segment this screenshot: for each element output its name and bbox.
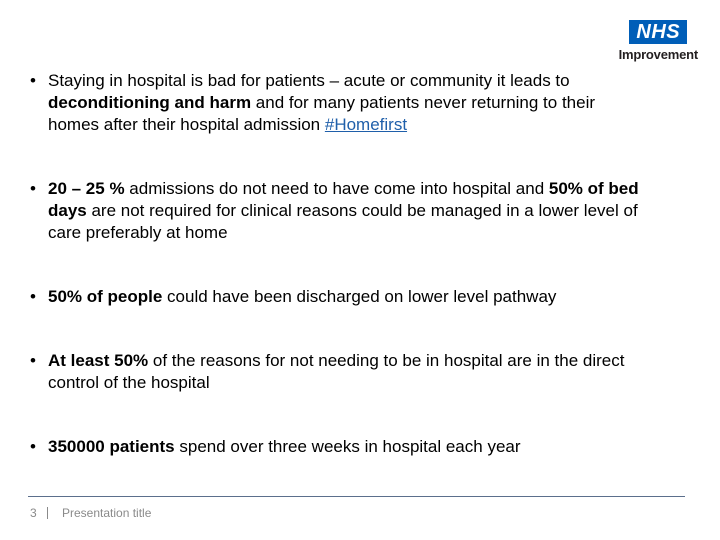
bullet-text: of the reasons for not needing to be in hospital are in the direct control of the hospital — [48, 351, 625, 392]
logo-subtitle: Improvement — [618, 47, 698, 62]
bullet-text: could have been discharged on lower level pathway — [162, 287, 557, 306]
bullet-text: admissions do not need to have come into hospital and — [124, 179, 549, 198]
bullet-item — [30, 70, 650, 136]
bullet-text: spend over three weeks in hospital each year — [174, 437, 521, 456]
bullet-text: Staying in hospital is bad for patients – acute or community it leads to — [48, 71, 570, 90]
page-number: 3 — [30, 506, 37, 520]
presentation-title: Presentation title — [62, 506, 152, 520]
nhs-logo-mark: NHS — [629, 20, 687, 44]
footer-divider — [28, 496, 685, 497]
footer-separator — [47, 507, 48, 519]
nhs-improvement-logo — [619, 20, 698, 62]
bullet-text: and for many patients never returning to their homes after their hospital admission — [48, 93, 596, 134]
bullet-emphasis: 350000 patients — [48, 437, 175, 456]
bullet-emphasis: 50% of bed days — [48, 179, 639, 220]
bullet-item — [30, 350, 650, 394]
bullet-emphasis: At least 50% — [48, 351, 149, 370]
homefirst-link[interactable]: #Homefirst — [324, 115, 408, 134]
bullet-item — [30, 436, 650, 458]
bullet-emphasis: deconditioning and harm — [48, 93, 252, 112]
bullet-emphasis: 50% of people — [48, 287, 163, 306]
bullet-text: are not required for clinical reasons could be managed in a lower level of care preferably at home — [48, 201, 638, 242]
bullet-item — [30, 286, 650, 308]
bullet-emphasis: 20 – 25 % — [48, 179, 125, 198]
bullet-list — [30, 70, 650, 458]
bullet-item — [30, 178, 650, 244]
